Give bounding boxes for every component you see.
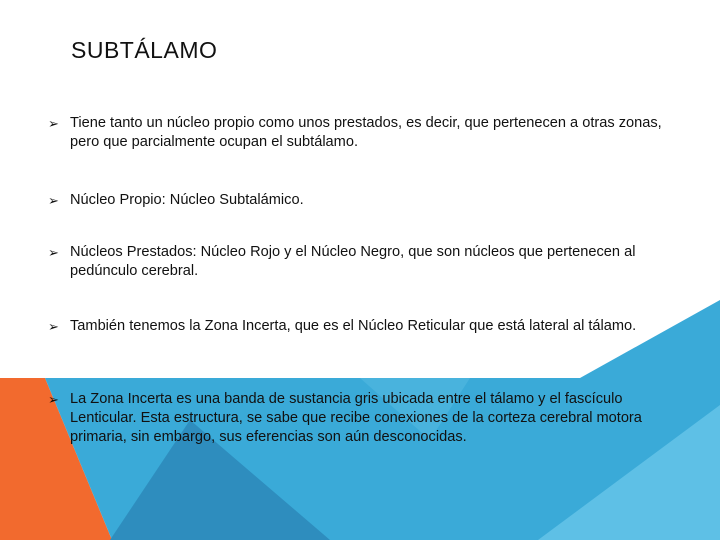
- slide-title: SUBTÁLAMO: [71, 37, 218, 63]
- arrow-bullet-icon: ➢: [48, 245, 59, 260]
- bullet-text: La Zona Incerta es una banda de sustancia gris ubicada entre el tálamo y el fascículo Lenticular. Esta estructura, se sabe que recibe conexiones de la corteza cerebral motora primaria, sin embargo, sus eferencias son aún desconocidas.: [70, 391, 642, 445]
- bullet-item: [48, 114, 680, 152]
- arrow-bullet-icon: ➢: [48, 319, 59, 334]
- bullet-item: [48, 191, 680, 210]
- bullet-item: [48, 390, 680, 447]
- arrow-bullet-icon: ➢: [48, 392, 59, 407]
- bullet-text: Núcleos Prestados: Núcleo Rojo y el Núcleo Negro, que son núcleos que pertenecen al pedúnculo cerebral.: [70, 244, 636, 279]
- arrow-bullet-icon: ➢: [48, 116, 59, 131]
- bullet-text: También tenemos la Zona Incerta, que es el Núcleo Reticular que está lateral al tálamo.: [70, 318, 637, 334]
- bullet-text: Núcleo Propio: Núcleo Subtalámico.: [70, 192, 304, 208]
- arrow-bullet-icon: ➢: [48, 193, 59, 208]
- bullet-item: [48, 243, 680, 281]
- bullet-item: [48, 317, 680, 336]
- bullet-text: Tiene tanto un núcleo propio como unos prestados, es decir, que pertenecen a otras zonas, pero que parcialmente ocupan el subtálamo.: [70, 115, 662, 150]
